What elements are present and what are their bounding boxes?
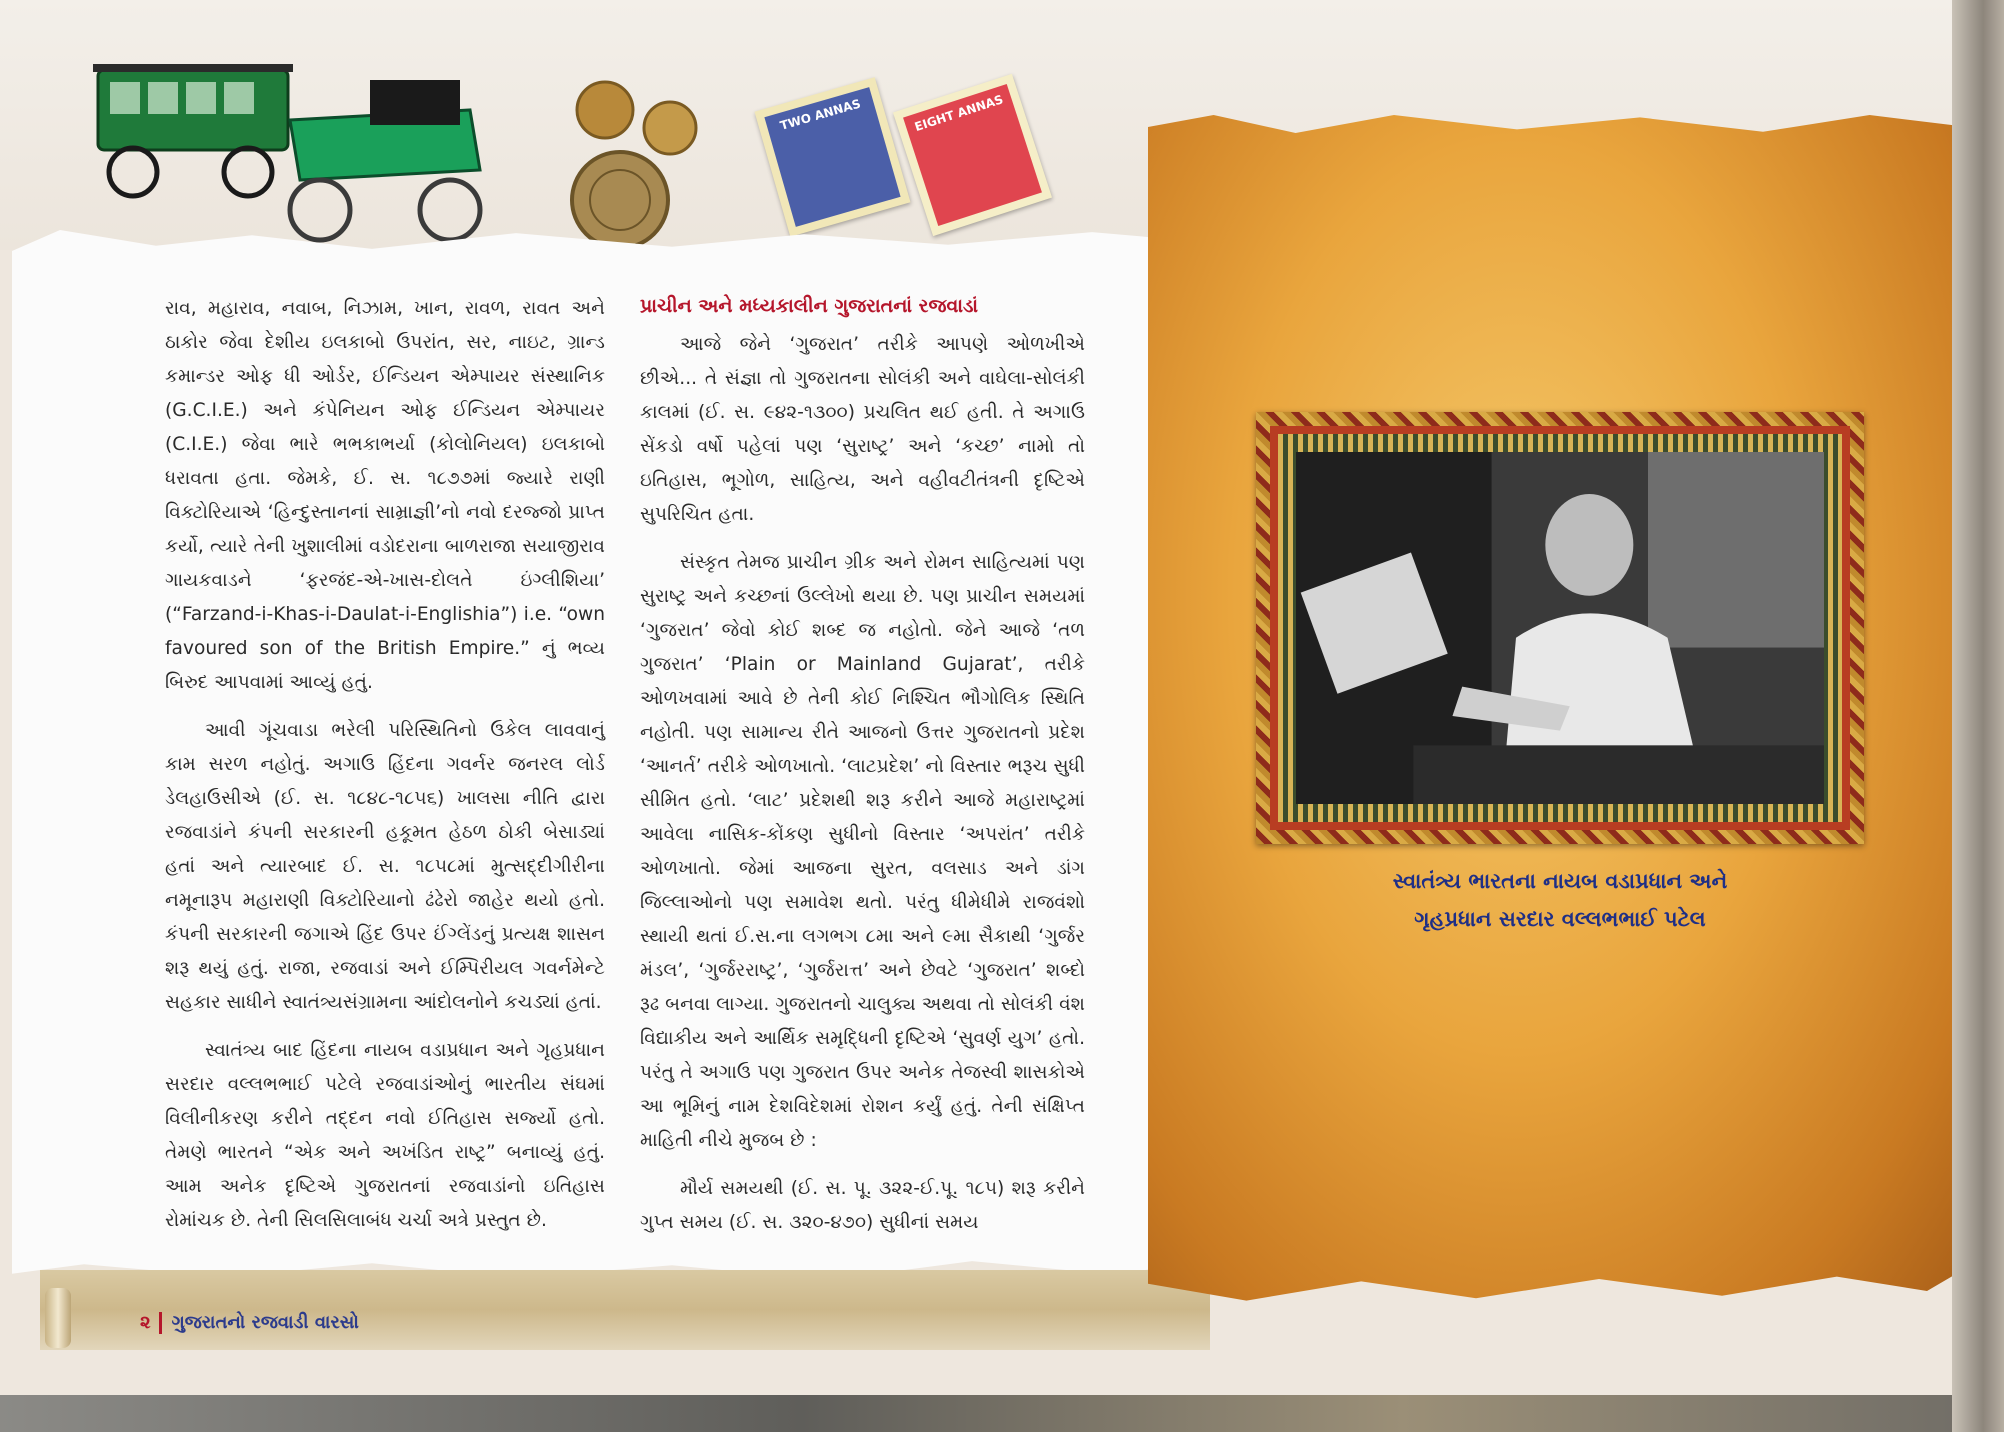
- coins-image: [560, 80, 720, 255]
- footer-divider: [159, 1312, 162, 1334]
- middle-paragraph-2: સંસ્કૃત તેમજ પ્રાચીન ગ્રીક અને રોમન સાહિત્યમાં પણ સુરાષ્ટ્ર અને કચ્છનાં ઉલ્લેખો થયા છે. પણ પ્રાચીન સમયમાં ‘ગુજરાત’ જેવો કોઈ શબ્દ જ નહોતો. જેને આજે ‘તળ ગુજરાત’ ‘Plain or Mainland Gujarat’, તરીકે ઓળખવામાં આવે છે તેની કોઈ નિશ્ચિત ભૌગોલિક સ્થિતિ નહોતી. પણ સામાન્ય રીતે આજનો ઉત્તર ગુજરાતનો પ્રદેશ ‘આનર્ત’ તરીકે ઓળખાતો. ‘લાટપ્રદેશ’ નો વિસ્તાર ભરૂચ સુધી સીમિત હતો. ‘લાટ’ પ્રદેશથી શરૂ કરીને આજે મહારાષ્ટ્રમાં આવેલા નાસિક-કોંકણ સુધીનો વિસ્તાર ‘અપરાંત’ તરીકે ઓળખાતો. જેમાં આજના સુરત, વલસાડ અને ડાંગ જિલ્લાઓનો પણ સમાવેશ થતો. પરંતુ ધીમેધીમે રાજવંશો સ્થાયી થતાં ઈ.સ.ના લગભગ ૮મા અને ૯મા સૈકાથી ‘ગુર્જર મંડલ’, ‘ગુર્જરરાષ્ટ્ર’, ‘ગુર્જરાત્ત’ અને છેવટે ‘ગુજરાત’ શબ્દો રૂઢ બનવા લાગ્યા. ગુજરાતનો ચાલુક્ય અથવા તો સોલંકી વંશ વિદ્યાકીય અને આર્થિક સમૃદ્ધિની દૃષ્ટિએ ‘સુવર્ણ યુગ’ હતો. પરંતુ તે અગાઉ પણ ગુજરાત ઉપર અનેક તેજસ્વી શાસકોએ આ ભૂમિનું નામ દેશવિદેશમાં રોશન કર્યું હતું. તેની સંક્ષિપ્ત માહિતી નીચે મુજબ છે :: [640, 552, 1085, 1151]
- photo-figure-illustration: [1296, 452, 1824, 804]
- left-paragraph-1: રાવ, મહારાવ, નવાબ, નિઝામ, ખાન, રાવળ, રાવત અને ઠાકોર જેવા દેશીય ઇલકાબો ઉપરાંત, સર, નાઇટ, ગ્રાન્ડ કમાન્ડર ઓફ ધી ઓર્ડર, ઈન્ડિયન એમ્પાયર સંસ્થાનિક (G.C.I.E.) અને કંપેનિયન ઓફ ઈન્ડિયન એમ્પાયર (C.I.E.) જેવા ભારે ભભકાભર્યા (કોલોનિયલ) ઇલકાબો ધરાવતા હતા. જેમકે, ઈ. સ. ૧૮૭૭માં જ્યારે રાણી વિક્ટોરિયાએ ‘હિન્દુસ્તાનનાં સામ્રાજ્ઞી’નો નવો દરજ્જો પ્રાપ્ત કર્યો, ત્યારે તેની ખુશાલીમાં વડોદરાના બાળરાજા સયાજીરાવ ગાયકવાડને ‘ફરજંદ-એ-ખાસ-દોલતે ઇંગ્લીશિયા’ (“Farzand-i-Khas-i-Daulat-i-Englishia”) i.e. “own favoured son of the British Empire.” નું ભવ્ય બિરુદ આપવામાં આવ્યું હતું.: [165, 298, 605, 693]
- scroll-roll-graphic: [45, 1288, 71, 1348]
- bottom-edge-strip: [0, 1395, 2004, 1432]
- photo-caption: [1290, 862, 1830, 938]
- stamp-two-annas: [755, 77, 911, 236]
- carriage-image: [280, 60, 490, 250]
- bottom-scroll-strip: [40, 1270, 1210, 1350]
- middle-paragraph-3: મૌર્ય સમયથી (ઈ. સ. પૂ. ૩૨૨-ઈ.પૂ. ૧૮૫) શરૂ કરીને ગુપ્ત સમય (ઈ. સ. ૩૨૦-૪૭૦) સુધીનાં સમય: [640, 1178, 1085, 1233]
- left-paragraph-2: આવી ગૂંચવાડા ભરેલી પરિસ્થિતિનો ઉકેલ લાવવાનું કામ સરળ નહોતું. અગાઉ હિંદના ગવર્નર જનરલ લોર્ડ ડેલહાઉસીએ (ઈ. સ. ૧૮૪૮-૧૮૫૬) ખાલસા નીતિ દ્વારા રજવાડાંને કંપની સરકારની હકૂમત હેઠળ ઠોકી બેસાડ્યાં હતાં અને ત્યારબાદ ઈ. સ. ૧૮૫૮માં મુત્સદ્દીગીરીના નમૂનારૂપ મહારાણી વિક્ટોરિયાનો ઢંઢેરો જાહેર થયો હતો. કંપની સરકારની જગાએ હિંદ ઉપર ઈંગ્લેંડનું પ્રત્યક્ષ શાસન શરૂ થયું હતું. રાજા, રજવાડાં અને ઈમ્પિરીયલ ગવર્નમેન્ટે સહકાર સાધીને સ્વાતંત્ર્યસંગ્રામના આંદોલનોને કચડ્યાં હતાં.: [165, 720, 605, 1013]
- photo-frame: [1256, 412, 1864, 844]
- stamps-image: [770, 62, 1050, 232]
- stamp-two-annas-label: TWO ANNAS: [764, 87, 900, 227]
- middle-paragraph-1: આજે જેને ‘ગુજરાત’ તરીકે આપણે ઓળખીએ છીએ... તે સંજ્ઞા તો ગુજરાતના સોલંકી અને વાઘેલા-સોલંકી કાલમાં (ઈ. સ. ૯૪૨-૧૩૦૦) પ્રચલિત થઈ હતી. તે અગાઉ સેંકડો વર્ષો પહેલાં પણ ‘સુરાષ્ટ્ર’ અને ‘કચ્છ’ નામો તો ઇતિહાસ, ભૂગોળ, સાહિત્ય, અને વહીવટીતંત્રની દૃષ્ટિએ સુપરિચિત હતા.: [640, 334, 1085, 525]
- section-heading: પ્રાચીન અને મધ્યકાલીન ગુજરાતનાં રજવાડાં: [640, 295, 979, 317]
- page-number: ૨: [140, 1312, 151, 1333]
- photo-caption-line-2: ગૃહપ્રધાન સરદાર વલ્લભભાઈ પટેલ: [1414, 907, 1706, 931]
- left-paragraph-3: સ્વાતંત્ર્ય બાદ હિંદના નાયબ વડાપ્રધાન અને ગૃહપ્રધાન સરદાર વલ્લભભાઈ પટેલે રજવાડાંઓનું ભારતીય સંઘમાં વિલીનીકરણ કરીને તદ્દન નવો ઈતિહાસ સર્જ્યો હતો. તેમણે ભારતને “એક અને અખંડિત રાષ્ટ્ર” બનાવ્યું હતું. આમ અનેક દૃષ્ટિએ ગુજરાતનાં રજવાડાંનો ઇતિહાસ રોમાંચક છે. તેની સિલસિલાબંધ ચર્ચા અત્રે પ્રસ્તુત છે.: [165, 1040, 605, 1231]
- stamp-eight-annas: [893, 74, 1052, 236]
- photo-frame-border: [1270, 426, 1850, 830]
- sardar-patel-photo: [1296, 452, 1824, 804]
- left-text-column: [165, 292, 605, 1252]
- stamp-eight-annas-label: EIGHT ANNAS: [903, 84, 1042, 226]
- book-spine-edge: [1952, 0, 2004, 1432]
- book-title: ગુજરાતનો રજવાડી વારસો: [171, 1312, 359, 1333]
- green-wagon-image: [88, 60, 303, 200]
- photo-frame-pattern: [1278, 434, 1842, 822]
- middle-text-column: [640, 290, 1085, 1254]
- page-footer: [140, 1312, 359, 1334]
- photo-caption-line-1: સ્વાતંત્ર્ય ભારતના નાયબ વડાપ્રધાન અને: [1392, 869, 1728, 893]
